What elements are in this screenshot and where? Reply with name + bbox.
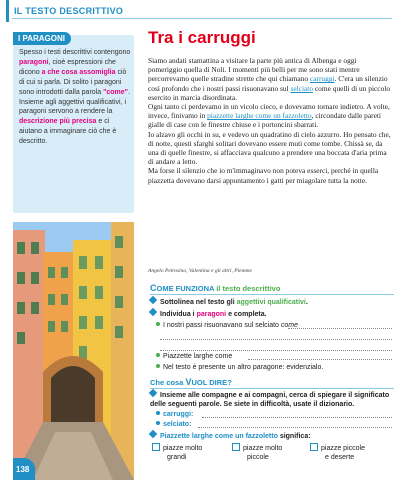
sidebar-tag: I PARAGONI bbox=[13, 32, 71, 45]
section-vuol-dire-title: Che cosa VUOL DIRE? bbox=[150, 377, 232, 387]
header-rule bbox=[12, 18, 392, 19]
option-piazze-piccole[interactable]: piazze molto piccole bbox=[232, 442, 282, 462]
section-rule bbox=[150, 388, 394, 389]
page-header bbox=[0, 0, 401, 22]
story-body bbox=[148, 56, 392, 185]
street-illustration bbox=[13, 222, 134, 480]
task-sub-item: Nel testo è presente un altro paragone: evidenzialo. bbox=[156, 363, 396, 372]
checkbox[interactable] bbox=[310, 443, 318, 451]
answer-line[interactable] bbox=[198, 427, 392, 428]
page-number: 138 bbox=[13, 458, 35, 480]
bullet-dot-icon bbox=[156, 322, 160, 326]
answer-line[interactable] bbox=[288, 328, 392, 329]
task-underline-adjectives: Sottolinea nel testo gli aggettivi qualificativi. bbox=[150, 298, 396, 307]
bullet-dot-icon bbox=[156, 411, 160, 415]
bullet-dot-icon bbox=[156, 353, 160, 357]
task-explain-words: Insieme alle compagne e ai compagni, cerca di spiegare il significato delle seguenti parole. Se siete in difficoltà, usate il dizionario. bbox=[150, 391, 396, 410]
bullet-dot-icon bbox=[156, 421, 160, 425]
story-paragraph: Siamo andati stamattina a visitare la parte più antica di Albenga e oggi pomeriggio quella di Noli. I momenti più belli per me sono stati mentre percorrevamo quelle stradine strette che qui chiamano carruggi. C'era un silenzio così profondo che i nostri passi risuonavano sul selciato come quelli di un piccolo esercito in marcia disordinata. bbox=[148, 56, 391, 102]
answer-line[interactable] bbox=[160, 350, 392, 351]
story-credit: Angelo Petrosino, Valentina e gli altri, Piemme bbox=[148, 268, 252, 274]
section-label: IL TESTO DESCRITTIVO bbox=[14, 6, 124, 16]
word-item-carruggi: carruggi: bbox=[156, 410, 396, 419]
task-find-comparisons: Individua i paragoni e completa. bbox=[150, 310, 396, 319]
task-sub-item: Piazzette larghe come bbox=[156, 352, 396, 361]
task-meaning: Piazzette larghe come un fazzoletto significa: bbox=[150, 432, 396, 441]
diamond-bullet-icon bbox=[149, 296, 157, 304]
story-paragraph: Ogni tanto ci perdevamo in un vicolo cieco, e dovevamo tornare indietro. A volte, invece, finivamo in piazzette larghe come un fazzoletto, circondate dalle pareti gialle di case con le finestre chiuse e i portoncini sbarrati. bbox=[148, 102, 390, 130]
answer-line[interactable] bbox=[202, 417, 392, 418]
checkbox[interactable] bbox=[152, 443, 160, 451]
story-paragraph: Ma forse il silenzio che io m'immaginavo non poteva esserci, perché in quella piazzetta dovevano darsi appuntamento i gatti per miagolare tutta la notte. bbox=[148, 166, 379, 185]
diamond-bullet-icon bbox=[149, 430, 157, 438]
answer-line[interactable] bbox=[160, 339, 392, 340]
sidebar-box bbox=[13, 35, 134, 213]
option-piazze-grandi[interactable]: piazze molto grandi bbox=[152, 442, 202, 462]
sidebar-text: Spesso i testi descrittivi contengono paragoni, cioè espressioni che dicono a che cosa assomiglia ciò di cui si parla. Di solito i paragoni sono introdotti dalla parola "come". Insieme agli aggettivi qualificativi, i paragoni servono a rendere la descrizione più precisa e ci aiutano a immaginare ciò che è descritto. bbox=[19, 49, 131, 146]
street-photo bbox=[13, 222, 134, 480]
word-item-selciato: selciato: bbox=[156, 420, 396, 429]
section-rule bbox=[150, 294, 394, 295]
task-sub-item: I nostri passi risuonavano sul selciato come bbox=[156, 321, 396, 330]
story-paragraph: Io alzavo gli occhi in su, e vedevo un quadratino di cielo azzurro. Ho pensato che, di notte, questi sfarghi solitari dovevano essere muti come tombe. Chissà se, da una di quelle finestre, si affacciava qualcuno a prendere una boccata d'aria prima di andare a letto. bbox=[148, 129, 391, 167]
checkbox[interactable] bbox=[232, 443, 240, 451]
bullet-dot-icon bbox=[156, 364, 160, 368]
option-piazze-deserte[interactable]: piazze piccole e deserte bbox=[310, 442, 365, 462]
diamond-bullet-icon bbox=[149, 308, 157, 316]
story-title: Tra i carruggi bbox=[148, 28, 256, 47]
answer-line[interactable] bbox=[248, 359, 392, 360]
header-accent-bar bbox=[6, 0, 9, 22]
section-come-funziona-title: COME FUNZIONA il testo descrittivo bbox=[150, 283, 281, 293]
diamond-bullet-icon bbox=[149, 389, 157, 397]
